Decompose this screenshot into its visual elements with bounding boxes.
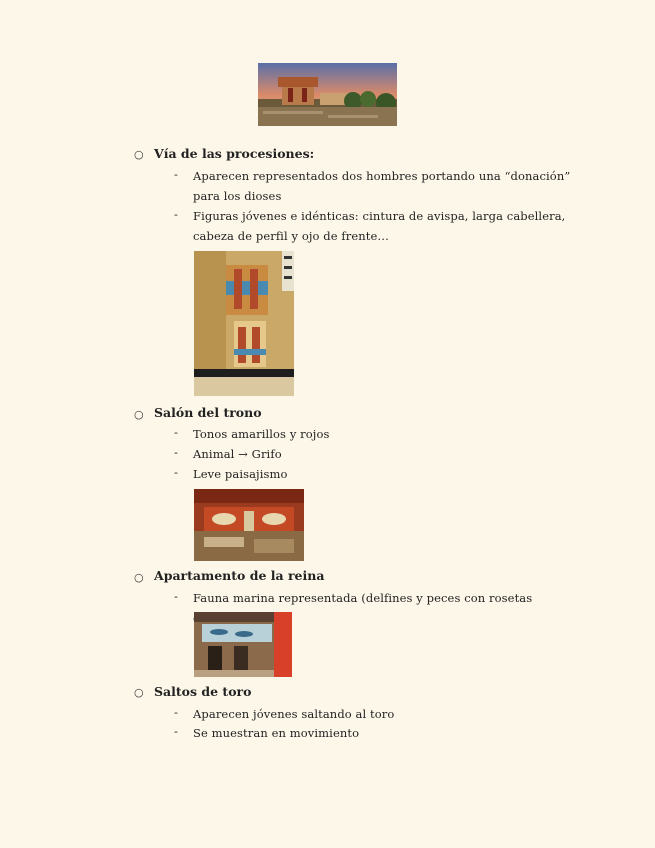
section-bullet: ○ <box>134 686 144 699</box>
section-bullet: ○ <box>134 148 144 161</box>
item-dash: - <box>174 724 178 738</box>
throne-room-image <box>194 489 304 561</box>
list-item: Se muestran en movimiento <box>193 726 360 740</box>
item-dash: - <box>174 207 178 221</box>
list-item: Figuras jóvenes e idénticas: cintura de avispa, larga cabellera, cabeza de perfil y ojo de frente… <box>193 209 566 243</box>
list-item: Tonos amarillos y rojos <box>193 427 330 441</box>
list-item: Aparecen representados dos hombres portando una “donación” para los dioses <box>193 169 571 203</box>
section-bullet: ○ <box>134 408 144 421</box>
section-bullet: ○ <box>134 571 144 584</box>
procession-fresco-image <box>194 251 294 396</box>
item-dash: - <box>174 589 178 603</box>
section-heading-reina: Apartamento de la reina <box>154 568 325 583</box>
list-item: Aparecen jóvenes saltando al toro <box>193 707 395 721</box>
list-item: Fauna marina representada (delfines y peces con rosetas <box>193 591 533 605</box>
item-dash: - <box>174 425 178 439</box>
section-heading-toro: Saltos de toro <box>154 684 252 699</box>
list-item: Animal → Grifo <box>193 447 282 461</box>
item-dash: - <box>174 465 178 479</box>
item-dash: - <box>174 167 178 181</box>
item-dash: - <box>174 705 178 719</box>
section-heading-procesiones: Vía de las procesiones: <box>154 146 315 161</box>
list-item: Leve paisajismo <box>193 467 288 481</box>
section-heading-trono: Salón del trono <box>154 405 262 420</box>
item-dash: - <box>174 445 178 459</box>
queen-apartment-image <box>194 612 292 677</box>
palace-ruins-image <box>258 63 397 126</box>
